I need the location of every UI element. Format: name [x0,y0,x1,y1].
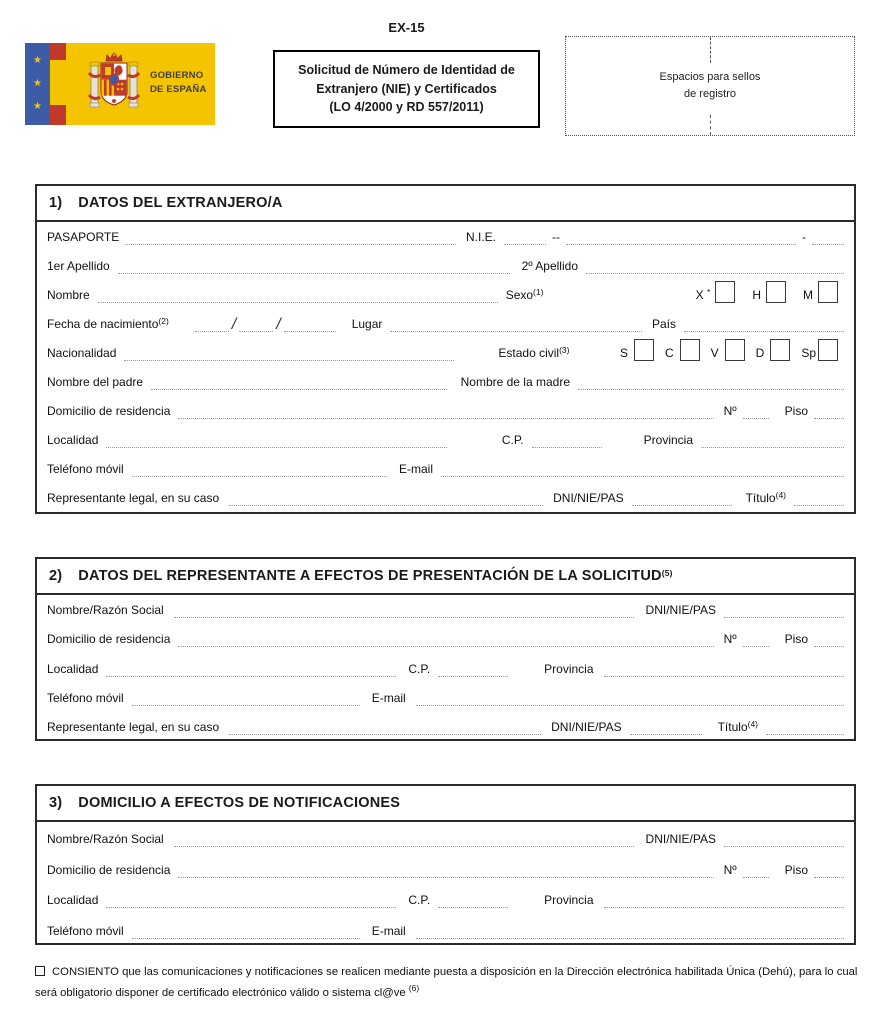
piso-label: Piso [784,632,808,647]
form-row [37,914,854,945]
fecha-dia-field[interactable] [195,320,229,332]
apellido2-field[interactable] [586,262,844,274]
telefono-label: Teléfono móvil [47,462,124,476]
cp-field[interactable] [532,436,602,448]
localidad-label: Localidad [47,893,99,908]
representante-label: Representante legal, en su caso [47,720,220,735]
form-row [37,822,854,853]
estado-d-label: D [755,346,765,360]
numero-label: Nº [723,862,737,877]
date-slash: / [276,315,281,333]
piso-label: Piso [784,862,808,877]
fecha-label-text: Fecha de nacimiento [47,317,159,331]
star-icon: ★ [33,55,42,66]
razon-social-label: Nombre/Razón Social [47,831,164,846]
estado-v-label: V [710,346,719,360]
spain-coat-of-arms-icon [88,51,140,117]
numero-field[interactable] [743,866,769,878]
email-label: E-mail [398,462,433,476]
sexo-footnote: (1) [533,286,544,297]
cp-label: C.P. [408,661,431,676]
apellido1-label: 1er Apellido [47,259,110,273]
piso-field[interactable] [814,407,844,419]
apellido2-label: 2º Apellido [521,259,578,273]
email-field[interactable] [441,465,844,477]
representante-field[interactable] [229,723,541,735]
telefono-field[interactable] [132,694,360,706]
nie-label: N.I.E. [465,230,496,244]
telefono-label: Teléfono móvil [47,690,124,705]
razon-social-field[interactable] [174,835,634,847]
form-row [37,595,854,624]
telefono-label: Teléfono móvil [47,924,124,938]
provincia-label: Provincia [544,893,594,908]
localidad-label: Localidad [47,661,99,676]
form-row [37,884,854,915]
provincia-field[interactable] [604,896,844,908]
dni-label: DNI/NIE/PAS [645,603,716,618]
form-code: EX-15 [388,20,425,35]
titulo-label [718,720,758,735]
estado-sp-checkbox[interactable] [818,339,838,361]
stamp-divider-bottom [710,115,711,135]
star-icon: ★ [33,78,42,89]
sexo-m-label: M [803,288,813,302]
estado-civil-text: Estado civil [498,346,560,360]
stamp-box-label-line1: Espacios para sellos [659,71,761,83]
nacionalidad-field[interactable] [124,349,454,361]
star-icon: ★ [33,101,42,112]
sexo-x-text: X [695,288,704,302]
titulo-footnote: (4) [775,489,786,500]
email-field[interactable] [416,927,844,939]
form-row [37,338,854,367]
estado-c-checkbox[interactable] [680,339,700,361]
consent-statement [35,962,858,1004]
form-row [37,624,854,653]
estado-civil-label [498,346,569,361]
apellido1-field[interactable] [118,262,510,274]
estado-v-checkbox[interactable] [725,339,745,361]
localidad-field[interactable] [106,896,396,908]
logo-text-line1: GOBIERNO [150,70,204,81]
pais-field[interactable] [684,320,844,332]
section1-title: DATOS DEL EXTRANJERO/A [78,195,283,211]
date-slash: / [231,315,237,333]
cp-label: C.P. [408,893,431,908]
cp-field[interactable] [438,896,508,908]
email-label: E-mail [371,690,406,705]
logo-yellow-field [66,43,215,125]
gobierno-espana-logo [25,43,215,125]
domicilio-field[interactable] [178,866,713,878]
section-datos-extranjero [35,184,856,514]
titulo-footnote: (4) [747,718,758,729]
section2-title-text: DATOS DEL REPRESENTANTE A EFECTOS DE PRESENTACIÓN DE LA SOLICITUD [78,568,662,584]
section-datos-representante [35,557,856,741]
sexo-x-label [696,288,711,303]
titulo-text: Título [717,720,748,735]
representante-field[interactable] [229,494,543,506]
form-row [37,653,854,682]
sexo-label-text: Sexo [505,288,534,302]
provincia-field[interactable] [604,665,844,677]
nie-number-field[interactable] [566,233,796,245]
numero-label: Nº [723,632,737,647]
section3-title: DOMICILIO A EFECTOS DE NOTIFICACIONES [78,795,401,811]
dni-label: DNI/NIE/PAS [551,720,622,735]
form-row [37,396,854,425]
dni2-field[interactable] [630,723,702,735]
numero-label: Nº [723,404,737,418]
section-domicilio-notificaciones [35,784,856,945]
fecha-footnote: (2) [158,315,169,326]
razon-social-label: Nombre/Razón Social [47,603,164,618]
telefono-field[interactable] [132,465,387,477]
titulo-field[interactable] [766,723,844,735]
representante-label: Representante legal, en su caso [47,491,220,505]
form-title-line3: (LO 4/2000 y RD 557/2011) [329,100,484,115]
pais-label: País [651,317,676,331]
piso-field[interactable] [814,635,844,647]
dni-field[interactable] [724,835,844,847]
dni-label: DNI/NIE/PAS [645,831,716,846]
cp-field[interactable] [438,665,508,677]
dni-field[interactable] [724,606,844,618]
stamp-divider-top [710,37,711,63]
nombre-field[interactable] [98,291,498,303]
nombre-label: Nombre [47,288,90,302]
section3-header [37,786,854,822]
estado-s-label: S [619,346,628,360]
form-title-line1: Solicitud de Número de Identidad de [298,62,515,77]
sexo-x-checkbox[interactable] [715,281,735,303]
form-row [37,853,854,884]
provincia-field[interactable] [701,436,844,448]
piso-label: Piso [784,404,808,418]
estado-c-label: C [664,346,674,360]
nie-check-field[interactable] [812,233,844,245]
fecha-nacimiento-label [47,317,169,332]
dni-field[interactable] [632,494,732,506]
pasaporte-label: PASAPORTE [47,230,120,244]
section3-number: 3) [49,795,63,811]
localidad-field[interactable] [106,665,396,677]
sexo-m-checkbox[interactable] [818,281,838,303]
fecha-anio-field[interactable] [284,320,336,332]
section2-number: 2) [49,568,63,584]
form-row [37,712,854,741]
fecha-mes-field[interactable] [239,320,273,332]
section1-number: 1) [49,195,63,211]
sexo-h-checkbox[interactable] [766,281,786,303]
email-field[interactable] [416,694,844,706]
titulo-label [746,491,786,506]
padre-field[interactable] [151,378,447,390]
lugar-field[interactable] [390,320,642,332]
pasaporte-field[interactable] [125,233,456,245]
numero-field[interactable] [743,407,769,419]
cp-label: C.P. [501,433,524,447]
logo-text-line2: DE ESPAÑA [150,83,207,95]
estado-sp-label: Sp [801,346,816,360]
lugar-label: Lugar [351,317,383,331]
madre-label: Nombre de la madre [460,375,570,389]
nie-prefix-field[interactable] [504,233,546,245]
domicilio-label: Domicilio de residencia [47,632,171,647]
domicilio-field[interactable] [178,635,713,647]
form-row [37,683,854,712]
domicilio-field[interactable] [178,407,713,419]
estado-d-checkbox[interactable] [770,339,790,361]
consent-footnote: (6) [408,983,420,994]
consent-text: CONSIENTO que las comunicaciones y notificaciones se realicen mediante puesta a disposición en la Dirección electrónica habilitada Única (Dehú), para lo cual será obligatorio disponer de certificado electrónico válido o sistema cl@ve [35,966,858,999]
stamp-box-label-line2: de registro [684,87,736,100]
piso-field[interactable] [814,866,844,878]
consent-checkbox[interactable] [35,966,45,976]
section2-header [37,559,854,595]
sexo-x-asterisk: * [707,286,711,297]
logo-text [150,69,207,97]
razon-social-field[interactable] [174,606,634,618]
padre-label: Nombre del padre [47,375,144,389]
form-row [37,222,854,251]
localidad-label: Localidad [47,433,99,447]
madre-field[interactable] [578,378,844,390]
titulo-text: Título [745,491,776,505]
eu-blue-band [25,43,50,125]
registry-stamp-box [565,36,855,136]
spain-flag-strip [50,43,66,125]
localidad-field[interactable] [106,436,446,448]
domicilio-label: Domicilio de residencia [47,404,171,418]
telefono-field[interactable] [132,927,360,939]
form-row [37,309,854,338]
domicilio-label: Domicilio de residencia [47,862,171,877]
form-row [37,454,854,483]
provincia-label: Provincia [643,433,693,447]
form-title-box [273,50,540,128]
form-row [37,251,854,280]
estado-civil-footnote: (3) [559,344,570,355]
section1-header [37,186,854,222]
form-row [37,280,854,309]
estado-s-checkbox[interactable] [634,339,654,361]
dni-label: DNI/NIE/PAS [553,491,624,505]
form-row [37,483,854,512]
nie-dash: - [802,230,806,244]
nie-separator: -- [552,230,560,244]
numero-field[interactable] [743,635,769,647]
form-title-line2: Extranjero (NIE) y Certificados [316,81,497,96]
form-row [37,425,854,454]
section2-title [78,568,672,584]
provincia-label: Provincia [544,661,594,676]
section2-footnote: (5) [661,567,673,578]
sexo-label [506,288,544,303]
sexo-h-label: H [752,288,761,302]
nacionalidad-label: Nacionalidad [47,346,117,360]
form-row [37,367,854,396]
email-label: E-mail [371,924,406,938]
titulo-field[interactable] [794,494,844,506]
